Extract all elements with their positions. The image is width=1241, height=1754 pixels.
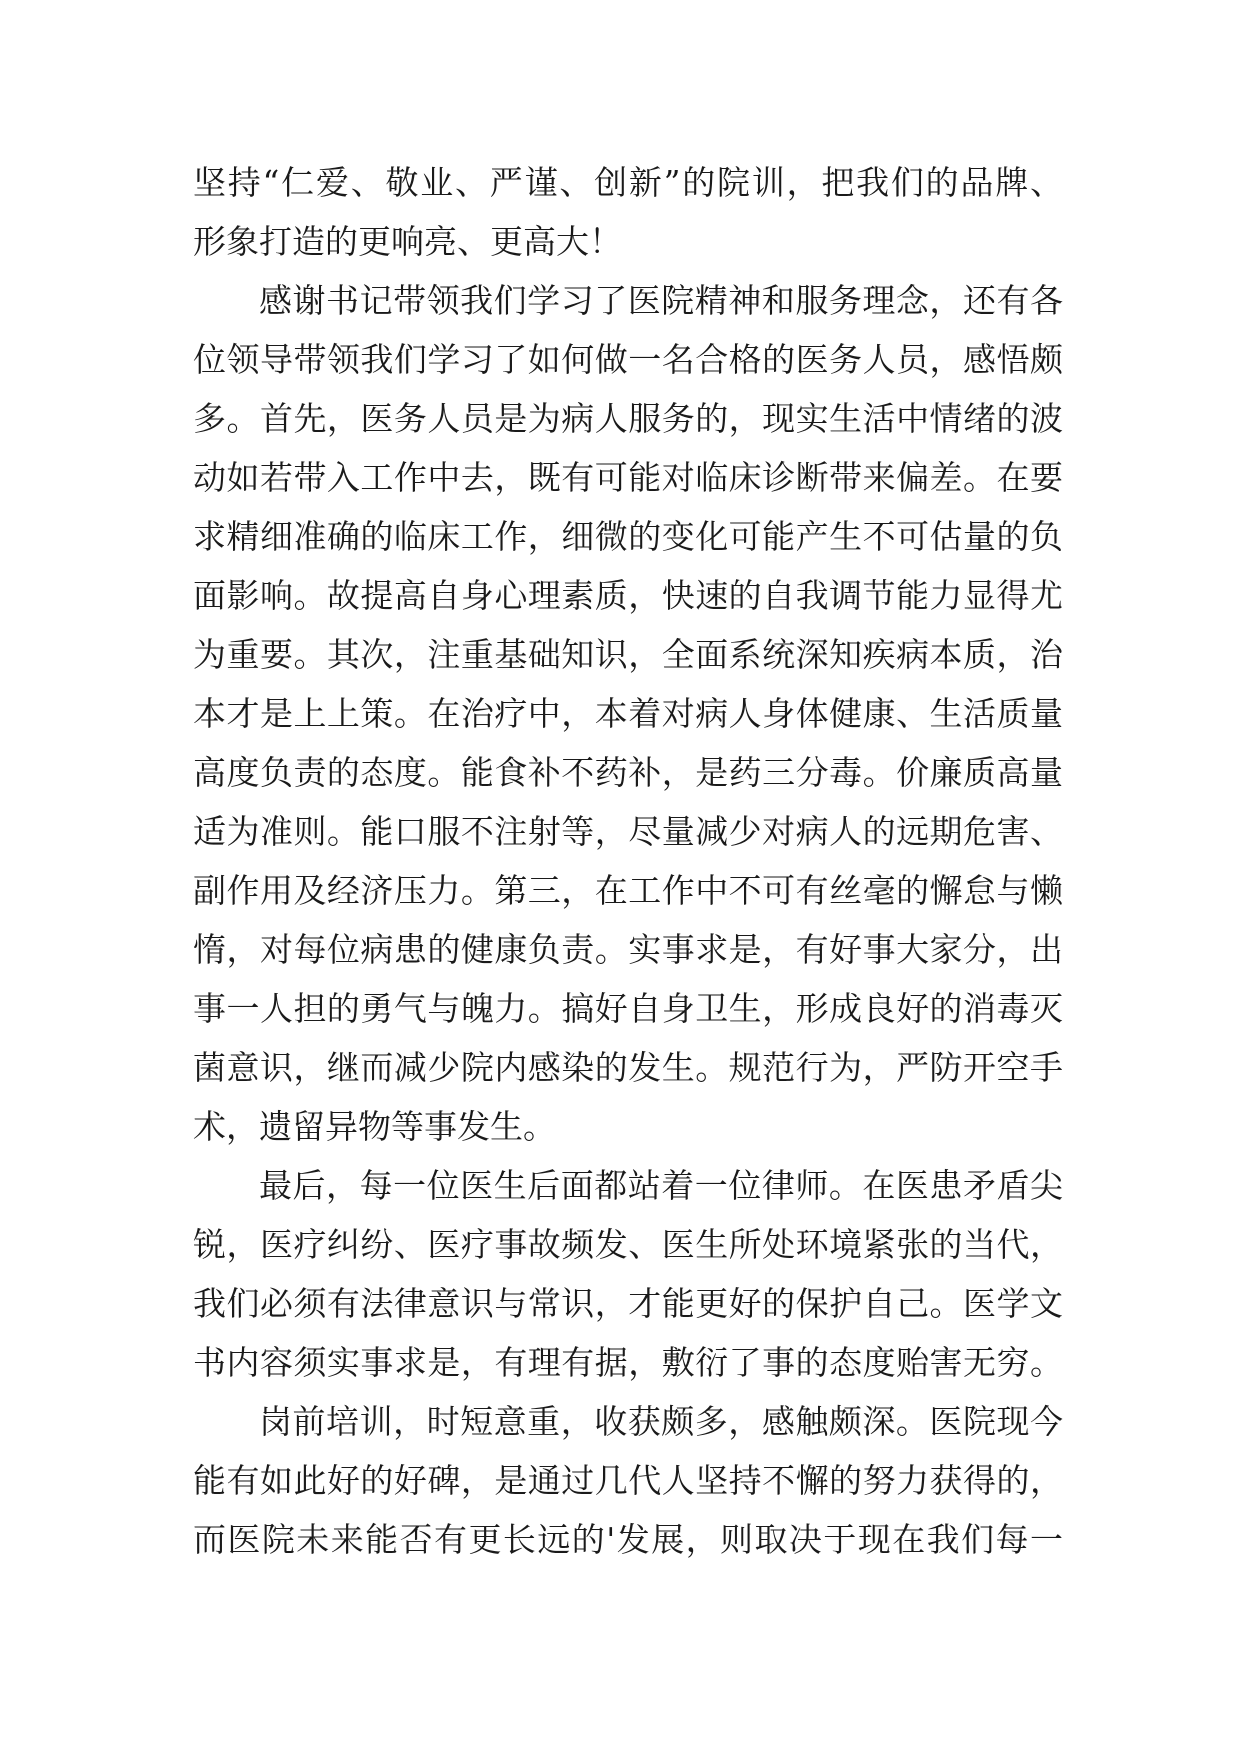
text-line: 而医院未来能否有更长远的'发展，则取决于现在我们每一 xyxy=(193,1520,1063,1559)
text-line: 能有如此好的好碑，是通过几代人坚持不懈的努力获得的， xyxy=(193,1461,1063,1500)
text-line: 为重要。其次，注重基础知识，全面系统深知疾病本质，治 xyxy=(193,635,1063,674)
text-line: 副作用及经济压力。第三，在工作中不可有丝毫的懈怠与懒 xyxy=(193,871,1063,910)
body-text xyxy=(193,153,1063,1569)
text-line: 高度负责的态度。能食补不药补，是药三分毒。价廉质高量 xyxy=(193,753,1063,792)
text-line: 事一人担的勇气与魄力。搞好自身卫生，形成良好的消毒灭 xyxy=(193,989,1063,1028)
paragraph-start-line: 最后，每一位医生后面都站着一位律师。在医患矛盾尖 xyxy=(259,1166,1063,1205)
text-line: 我们必须有法律意识与常识，才能更好的保护自己。医学文 xyxy=(193,1284,1063,1323)
text-line: 多。首先，医务人员是为病人服务的，现实生活中情绪的波 xyxy=(193,399,1063,438)
text-line: 锐，医疗纠纷、医疗事故频发、医生所处环境紧张的当代， xyxy=(193,1225,1063,1264)
text-line: 本才是上上策。在治疗中，本着对病人身体健康、生活质量 xyxy=(193,694,1063,733)
text-line: 面影响。故提高自身心理素质，快速的自我调节能力显得尤 xyxy=(193,576,1063,615)
text-line: 书内容须实事求是，有理有据，敷衍了事的态度贻害无穷。 xyxy=(193,1343,1063,1382)
paragraph-start-line: 感谢书记带领我们学习了医院精神和服务理念，还有各 xyxy=(259,281,1063,320)
text-line: 形象打造的更响亮、更高大！ xyxy=(193,222,622,261)
text-line: 位领导带领我们学习了如何做一名合格的医务人员，感悟颇 xyxy=(193,340,1063,379)
text-line: 术，遗留异物等事发生。 xyxy=(193,1107,556,1146)
text-line: 动如若带入工作中去，既有可能对临床诊断带来偏差。在要 xyxy=(193,458,1063,497)
text-line: 求精细准确的临床工作，细微的变化可能产生不可估量的负 xyxy=(193,517,1063,556)
text-line: 适为准则。能口服不注射等，尽量减少对病人的远期危害、 xyxy=(193,812,1063,851)
text-line: 惰，对每位病患的健康负责。实事求是，有好事大家分，出 xyxy=(193,930,1063,969)
text-line: 菌意识，继而减少院内感染的发生。规范行为，严防开空手 xyxy=(193,1048,1063,1087)
paragraph-start-line: 岗前培训，时短意重，收获颇多，感触颇深。医院现今 xyxy=(259,1402,1063,1441)
text-line: 坚持“仁爱、敬业、严谨、创新”的院训，把我们的品牌、 xyxy=(193,163,1063,202)
